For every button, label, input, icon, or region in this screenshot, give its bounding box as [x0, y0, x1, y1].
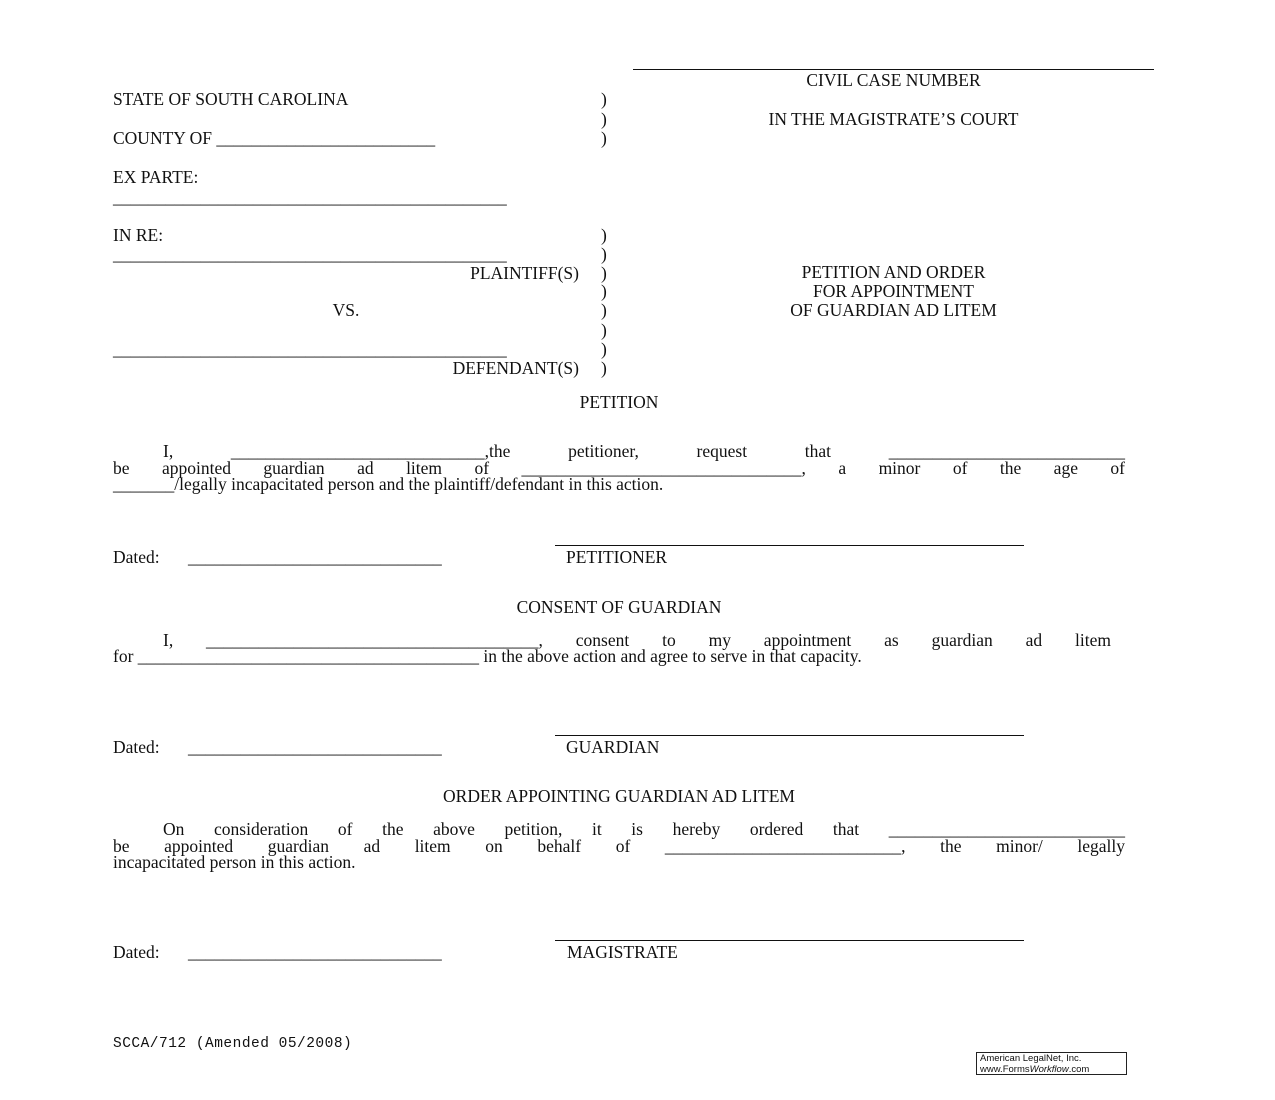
defendants-label: DEFENDANT(S) — [452, 358, 579, 378]
logo-italic: Workflow — [1029, 1063, 1069, 1075]
petition-line-3: _______/legally incapacitated person and the plaintiff/defendant in this action. — [113, 474, 664, 494]
caption-paren: ) — [601, 320, 607, 340]
in-re-label: IN RE: — [113, 225, 164, 245]
caption-paren: ) — [601, 244, 607, 264]
petition-heading: PETITION — [579, 392, 659, 412]
petition-line-1: I, _____________________________,the petitioner, request that ___________________________ — [163, 441, 1125, 461]
caption-paren: ) — [601, 89, 607, 109]
ex-parte-blank: _____________________________________________ — [113, 187, 507, 207]
petition-dated-blank: _____________________________ — [188, 547, 442, 567]
guardian-signature-line — [555, 735, 1024, 736]
petitioner-label: PETITIONER — [566, 547, 668, 567]
consent-dated-label: Dated: — [113, 737, 160, 757]
caption-paren: ) — [601, 263, 607, 283]
vs-label: VS. — [332, 300, 360, 320]
order-heading: ORDER APPOINTING GUARDIAN AD LITEM — [443, 786, 795, 806]
consent-heading: CONSENT OF GUARDIAN — [516, 597, 722, 617]
caption-paren: ) — [601, 300, 607, 320]
order-line-1: On consideration of the above petition, it is hereby ordered that ___________________________ — [163, 819, 1125, 839]
plaintiffs-label: PLAINTIFF(S) — [470, 263, 579, 283]
order-dated-blank: _____________________________ — [188, 942, 442, 962]
order-line-3: incapacitated person in this action. — [113, 852, 356, 872]
logo-prefix: www.Forms — [980, 1063, 1030, 1075]
consent-dated-blank: _____________________________ — [188, 737, 442, 757]
defendant-blank: _____________________________________________ — [113, 339, 507, 359]
american-legalnet-logo[interactable] — [976, 1052, 1127, 1075]
order-line-2: be appointed guardian ad litem on behalf of ___________________________, the minor/ legally — [113, 836, 1125, 856]
order-dated-label: Dated: — [113, 942, 160, 962]
consent-line-2: for _______________________________________ in the above action and agree to serve in that capacity. — [113, 646, 862, 666]
document-title-line-2: FOR APPOINTMENT — [813, 281, 974, 301]
caption-paren: ) — [601, 339, 607, 359]
form-code: SCCA/712 (Amended 05/2008) — [113, 1036, 353, 1052]
caption-paren: ) — [601, 109, 607, 129]
logo-line-2 — [980, 1065, 1126, 1076]
logo-suffix: .com — [1068, 1063, 1090, 1075]
state-label: STATE OF SOUTH CAROLINA — [113, 89, 349, 109]
logo-line-1: American LegalNet, Inc. — [980, 1053, 1082, 1064]
caption-paren: ) — [601, 358, 607, 378]
petitioner-signature-line — [555, 545, 1024, 546]
caption-paren: ) — [601, 281, 607, 301]
consent-line-1: I, ______________________________________, consent to my appointment as guardian ad litem — [163, 630, 1111, 650]
guardian-label: GUARDIAN — [566, 737, 660, 757]
document-title-line-1: PETITION AND ORDER — [801, 262, 986, 282]
civil-case-number-label: CIVIL CASE NUMBER — [806, 70, 981, 90]
ex-parte-label: EX PARTE: — [113, 167, 199, 187]
caption-paren: ) — [601, 225, 607, 245]
magistrate-signature-line — [555, 940, 1024, 941]
document-title-line-3: OF GUARDIAN AD LITEM — [790, 300, 997, 320]
petition-line-2: be appointed guardian ad litem of ________________________________, a minor of the age of — [113, 458, 1125, 478]
county-label: COUNTY OF _________________________ — [113, 128, 436, 148]
petition-dated-label: Dated: — [113, 547, 160, 567]
plaintiff-blank: _____________________________________________ — [113, 244, 507, 264]
court-label: IN THE MAGISTRATE’S COURT — [768, 109, 1019, 129]
caption-paren: ) — [601, 128, 607, 148]
magistrate-label: MAGISTRATE — [567, 942, 678, 962]
